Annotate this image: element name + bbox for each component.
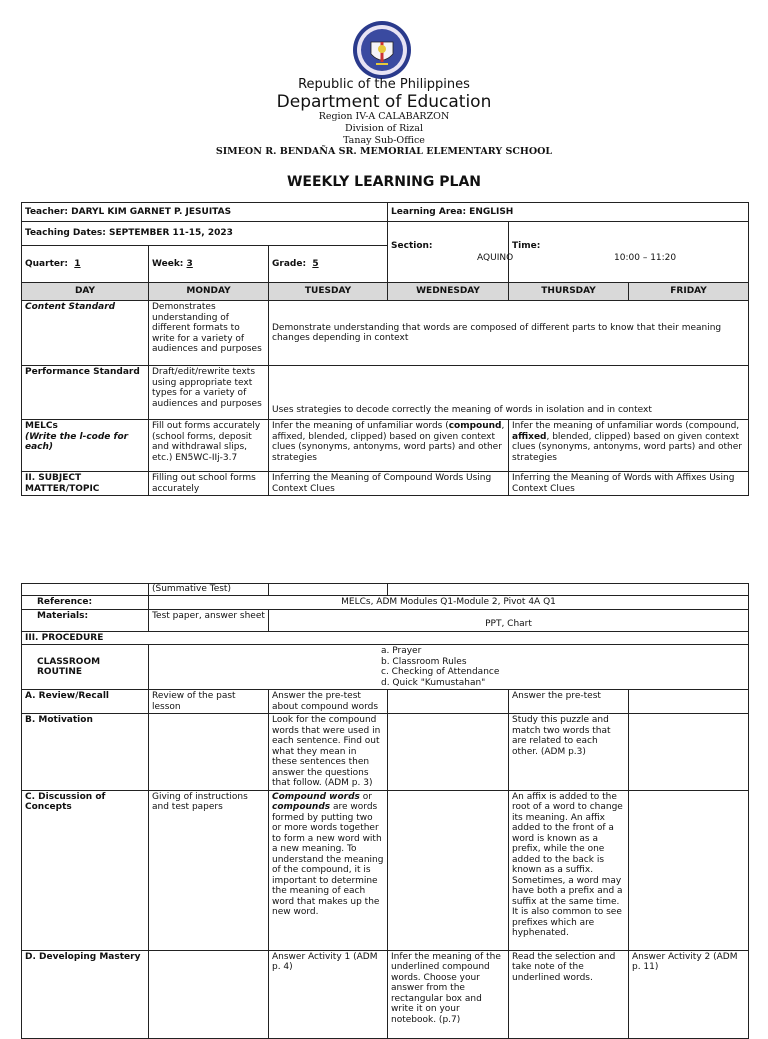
- subject-matter-label: II. SUBJECT MATTER/TOPIC: [22, 472, 149, 496]
- header-republic: Republic of the Philippines: [298, 77, 470, 92]
- melcs-th-text-2: , blended, clipped) based on given context clues (synonyms, antonyms, word parts) and other strategies: [512, 431, 742, 463]
- melcs-sublabel: (Write the l-code for each): [25, 431, 129, 452]
- discussion-text-1: or: [359, 791, 372, 802]
- review-monday: Review of the past lesson: [149, 690, 269, 714]
- melcs-th-bold: affixed: [512, 431, 547, 442]
- time-cell: [509, 222, 749, 283]
- summative-note: (Summative Test): [149, 584, 269, 596]
- content-standard-label: Content Standard: [22, 301, 149, 366]
- learning-area: Learning Area: ENGLISH: [388, 203, 749, 222]
- routine-item: a. Prayer: [381, 646, 422, 656]
- teaching-dates: Teaching Dates: SEPTEMBER 11-15, 2023: [22, 222, 388, 246]
- quarter-cell: [22, 246, 149, 283]
- motivation-monday: [149, 714, 269, 791]
- section-cell: [388, 222, 514, 283]
- wednesday-header: WEDNESDAY: [388, 283, 509, 301]
- discussion-wednesday: [388, 790, 509, 950]
- grade-label: Grade:: [272, 258, 307, 269]
- summative-blank-rest: [388, 584, 749, 596]
- review-wednesday: [388, 690, 509, 714]
- reference-value: MELCs, ADM Modules Q1-Module 2, Pivot 4A Q1: [149, 596, 749, 610]
- classroom-routine-list: [149, 645, 749, 690]
- subject-matter-tue-wed: Inferring the Meaning of Compound Words Using Context Clues: [269, 472, 509, 496]
- content-standard-monday: Demonstrates understanding of different formats to write for a variety of audiences and purposes: [149, 301, 269, 366]
- quarter-label: Quarter:: [25, 258, 69, 269]
- review-friday: [629, 690, 749, 714]
- discussion-text-2: are words formed by putting two or more words together to form a new word with a new meaning. To understand the meaning of the compound, it is important to determine the meaning of each word that makes up the new word.: [272, 802, 384, 917]
- materials-rest: PPT, Chart: [269, 609, 749, 631]
- melcs-tue-wed: [269, 420, 509, 472]
- subject-matter-thu-fri: Inferring the Meaning of Words with Affixes Using Context Clues: [509, 472, 749, 496]
- time-value: 10:00 – 11:20: [614, 253, 677, 263]
- motivation-tuesday: Look for the compound words that were used in each sentence. Find out what they mean in these sentences then answer the questions that follow. (ADM p. 3): [269, 714, 388, 791]
- developing-mastery-tuesday: Answer Activity 1 (ADM p. 4): [269, 950, 388, 1038]
- discussion-term-1: Compound words: [272, 791, 360, 802]
- developing-mastery-monday: [149, 950, 269, 1038]
- summative-blank-tue: [269, 584, 388, 596]
- review-thursday: Answer the pre-test: [509, 690, 629, 714]
- header-region: Region IV-A CALABARZON: [318, 111, 450, 122]
- deped-seal-logo: [352, 20, 412, 80]
- tuesday-header: TUESDAY: [269, 283, 388, 301]
- motivation-thursday: Study this puzzle and match two words that are related to each other. (ADM p.3): [509, 714, 629, 791]
- materials-label: Materials:: [22, 609, 149, 631]
- day-header: DAY: [22, 283, 149, 301]
- document-title: WEEKLY LEARNING PLAN: [286, 174, 481, 190]
- content-standard-rest: Demonstrate understanding that words are composed of different parts to know that their meaning changes depending in context: [269, 301, 749, 366]
- review-tuesday: Answer the pre-test about compound words: [269, 690, 388, 714]
- developing-mastery-thursday: Read the selection and take note of the underlined words.: [509, 950, 629, 1038]
- week-cell: [149, 246, 269, 283]
- melcs-th-text-1: Infer the meaning of unfamiliar words (compound,: [512, 421, 740, 431]
- developing-mastery-label: D. Developing Mastery: [22, 950, 149, 1038]
- melcs-tw-text-1: Infer the meaning of unfamiliar words (: [272, 421, 449, 431]
- header-division: Division of Rizal: [345, 123, 423, 134]
- motivation-wednesday: [388, 714, 509, 791]
- header-sub-office: Tanay Sub-Office: [343, 135, 425, 146]
- classroom-routine-label: CLASSROOM ROUTINE: [22, 645, 149, 690]
- motivation-friday: [629, 714, 749, 791]
- discussion-term-2: compounds: [272, 802, 331, 812]
- melcs-label: MELCs: [25, 421, 58, 431]
- quarter-value: 1: [74, 258, 81, 269]
- routine-item: b. Classroom Rules: [381, 656, 467, 667]
- developing-mastery-wednesday: Infer the meaning of the underlined compound words. Choose your answer from the rectangular box and write it on your notebook. (p.7): [388, 950, 509, 1038]
- thursday-header: THURSDAY: [509, 283, 629, 301]
- header-department: Department of Education: [276, 92, 492, 112]
- routine-item: d. Quick "Kumustahan": [381, 677, 486, 688]
- routine-item: c. Checking of Attendance: [381, 667, 500, 677]
- materials-monday: Test paper, answer sheet: [149, 609, 269, 631]
- melcs-thu-fri: [509, 420, 749, 472]
- summative-blank: [22, 584, 149, 596]
- grade-value: 5: [312, 258, 319, 269]
- friday-header: FRIDAY: [629, 283, 749, 301]
- performance-standard-rest: Uses strategies to decode correctly the meaning of words in isolation and in context: [269, 366, 749, 420]
- procedure-heading: III. PROCEDURE: [22, 631, 749, 645]
- discussion-label: C. Discussion of Concepts: [22, 790, 149, 950]
- section-value: AQUINO: [477, 253, 514, 263]
- week-value: 3: [186, 258, 193, 269]
- time-label: Time:: [512, 240, 541, 251]
- melcs-tw-text-2: , affixed, blended, clipped) based on given context clues (synonyms, antonyms, word parts) and other strategies: [272, 421, 505, 463]
- header-school: SIMEON R. BENDAÑA SR. MEMORIAL ELEMENTARY SCHOOL: [215, 146, 553, 157]
- weekly-plan-table-2: [21, 583, 749, 1039]
- discussion-friday: [629, 790, 749, 950]
- developing-mastery-friday: Answer Activity 2 (ADM p. 11): [629, 950, 749, 1038]
- discussion-monday: Giving of instructions and test papers: [149, 790, 269, 950]
- motivation-label: B. Motivation: [22, 714, 149, 791]
- review-label: A. Review/Recall: [22, 690, 149, 714]
- section-label: Section:: [391, 240, 433, 251]
- melcs-label-cell: [22, 420, 149, 472]
- performance-standard-monday: Draft/edit/rewrite texts using appropriate text types for a variety of audiences and purposes: [149, 366, 269, 420]
- week-label: Week:: [152, 258, 184, 269]
- teacher-name: Teacher: DARYL KIM GARNET P. JESUITAS: [22, 203, 388, 222]
- melcs-tw-bold: compound: [448, 421, 502, 431]
- performance-standard-label: Performance Standard: [22, 366, 149, 420]
- discussion-tuesday: [269, 790, 388, 950]
- melcs-monday: Fill out forms accurately (school forms, deposit and withdrawal slips, etc.) EN5WC-IIj-3.7: [149, 420, 269, 472]
- monday-header: MONDAY: [149, 283, 269, 301]
- weekly-plan-table-1: [21, 202, 749, 496]
- reference-label: Reference:: [22, 596, 149, 610]
- grade-cell: [269, 246, 388, 283]
- subject-matter-monday: Filling out school forms accurately: [149, 472, 269, 496]
- discussion-thursday: An affix is added to the root of a word to change its meaning. An affix added to the front of a word is known as a prefix, while the one added to the back is known as a suffix. Sometimes, a word may have both a prefix and a suffix at the same time. It is also common to see prefixes which are hyphenated.: [509, 790, 629, 950]
